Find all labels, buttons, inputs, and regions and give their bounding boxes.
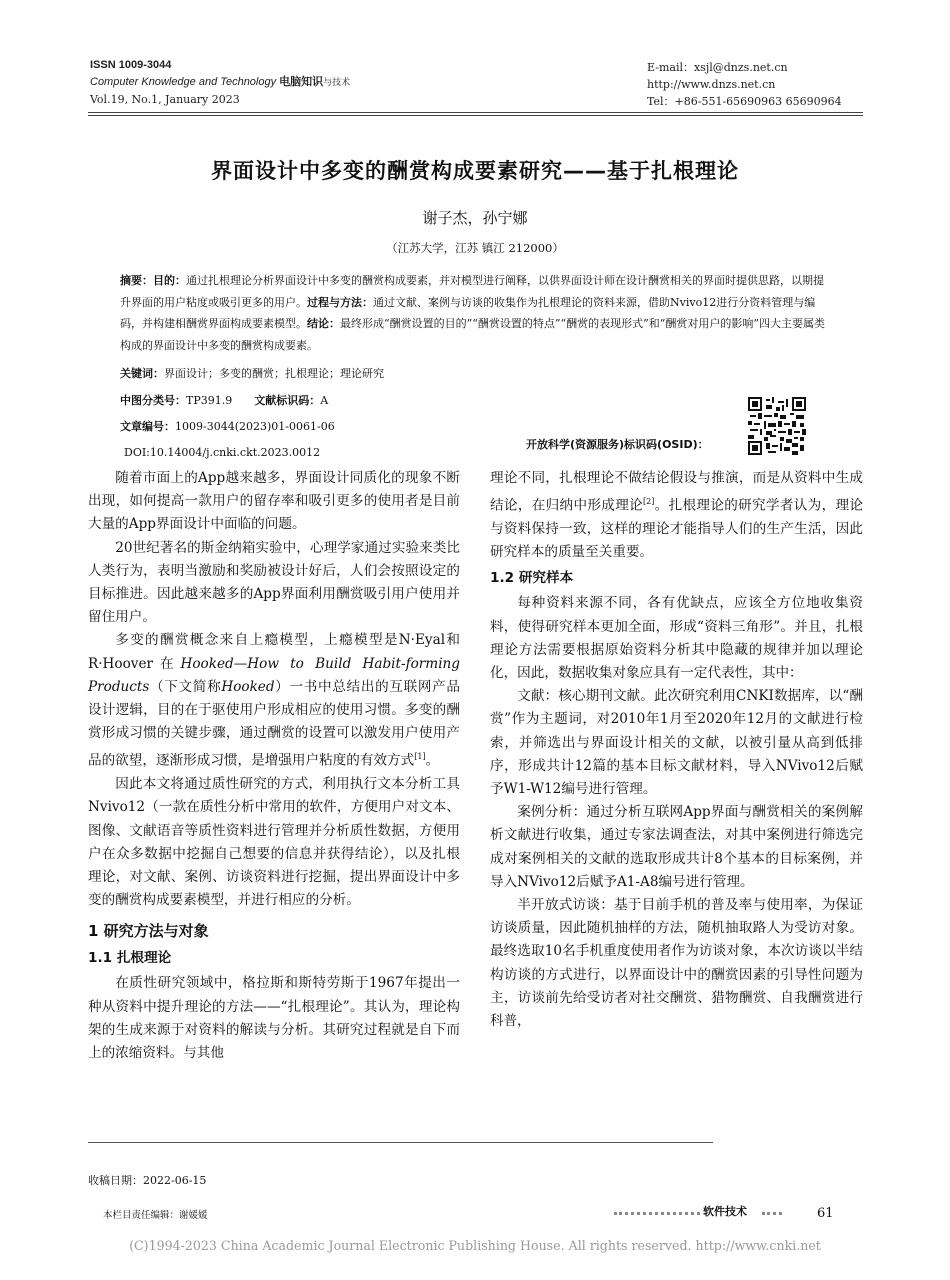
journal-email: E-mail：xsjl@dnzs.net.cn [647, 61, 788, 74]
footnote-rule [88, 1142, 713, 1143]
article-number-value: 1009-3044(2023)01-0061-06 [175, 420, 335, 433]
citation: [2] [643, 497, 655, 507]
subsection-heading: 1.2 研究样本 [490, 570, 574, 587]
keywords-label: 关键词： [120, 367, 164, 380]
keywords-text: 界面设计；多变的酬赏；扎根理论；理论研究 [164, 367, 384, 380]
section-name: 软件技术 [703, 1205, 747, 1218]
abstract-conclusion-label: 结论： [307, 317, 340, 330]
qr-code-icon [748, 397, 806, 455]
paragraph-text: 理论不同，扎根理论不做结论假设与推演，而是从资料中生成结论，在归纳中形成理论 [490, 470, 863, 514]
clc-label: 中图分类号： [120, 394, 186, 407]
journal-website: http://www.dnzs.net.cn [647, 78, 776, 91]
right-column [490, 467, 863, 1033]
copyright: (C)1994-2023 China Academic Journal Electronic Publishing House. All rights reserved. http://www.cnki.net [129, 1238, 821, 1253]
doc-code-value: A [320, 394, 329, 407]
footer-dots-left [614, 1212, 700, 1215]
page-number: 61 [817, 1206, 834, 1221]
subsection-heading: 1.1 扎根理论 [88, 950, 172, 967]
classification [120, 390, 825, 412]
article-number-label: 文章编号： [120, 420, 175, 433]
paragraph: 随着市面上的App越来越多，界面设计同质化的现象不断出现，如何提高一款用户的留存率和吸引更多的使用者是目前大量的App界面设计中面临的问题。 [88, 470, 460, 533]
article-number [120, 416, 825, 438]
section-heading: 1 研究方法与对象 [88, 922, 209, 941]
doc-code-label: 文献标识码： [254, 394, 321, 407]
paragraph: 文献：核心期刊文献。此次研究利用CNKI数据库，以“酬赏”作为主题词，对2010年1月至2020年12月的文献进行检索，并筛选出与界面设计相关的文献，以被引量从高到低排序，形成共计12篇的基本目标文献材料，导入NVivo12后赋予W1-W12编号进行管理。 [490, 688, 863, 797]
paragraph-text: ）一书中总结出的互联网产品设计逻辑，目的在于驱使用户形成相应的使用习惯。多变的酬赏形成习惯的关键步骤，通过酬赏的设置可以激发用户使用产品的欲望，逐渐形成习惯，是增强用户粘度的有效方式 [88, 678, 461, 769]
article-authors: 谢子杰，孙宁娜 [422, 209, 528, 227]
journal-tel: Tel：+86-551-65690963 65690964 [647, 95, 842, 108]
paragraph: 每种资料来源不同，各有优缺点，应该全方位地收集资料，使得研究样本更加全面，形成“资料三角形”。并且，扎根理论方法需要根据原始资料分析其中隐藏的规律并加以理论化，因此，数据收集对象应具有一定代表性，其中： [490, 595, 863, 681]
header-rule-2 [88, 115, 863, 116]
osid-label: 开放科学(资源服务)标识码(OSID)： [526, 438, 709, 451]
paragraph [490, 467, 863, 564]
abstract-method-text: 通过文献、案例与访谈的收集作为扎根理论的资料来源，借助Nvivo12进行分资料管理与编码，并构建相酬赏界面构成要素模型。 [120, 295, 816, 330]
journal-header-left [90, 57, 350, 108]
paragraph-text: 。扎根理论的研究学者认为，理论与资料保持一致，这样的理论才能指导人们的生产生活，因此研究样本的质量至关重要。 [490, 497, 864, 561]
abstract-objective-text: 通过扎根理论分析界面设计中多变的酬赏构成要素，并对模型进行阐释，以供界面设计师在设计酬赏相关的界面时提供思路，以期提升界面的用户粘度或吸引更多的用户。 [120, 274, 824, 309]
abstract-method-label: 过程与方法： [307, 295, 373, 309]
journal-name-cn-suffix: 与技术 [323, 77, 351, 87]
doi: DOI:10.14004/j.cnki.ckt.2023.0012 [124, 446, 321, 459]
abstract [120, 270, 825, 356]
paragraph: 半开放式访谈：基于目前手机的普及率与使用率，为保证访谈质量，因此随机抽样的方法，随机抽取路人为受访对象。最终选取10名手机重度使用者作为访谈对象，本次访谈以半结构访谈的方式进行，以界面设计中的酬赏因素的引导性问题为主，访谈前先给受访者对社交酬赏、猎物酬赏、自我酬赏进行科普， [490, 896, 863, 1029]
clc-value: TP391.9 [186, 394, 233, 407]
footer-dots-right [762, 1212, 782, 1215]
book-short-title: Hooked [221, 678, 275, 695]
received-date: 收稿日期：2022-06-15 [88, 1174, 207, 1187]
left-column [88, 467, 460, 1065]
journal-header-right [647, 59, 842, 110]
paragraph: 因此本文将通过质性研究的方式，利用执行文本分析工具Nvivo12（一款在质性分析中常用的软件，方便用户对文本、图像、文献语音等质性资料进行管理并分析质性数据，方便用户在众多数据中挖掘自己想要的信息并获得结论），以及扎根理论，对文献、案例、访谈资料进行挖掘，提出界面设计中多变的酬赏构成要素模型，并进行相应的分析。 [88, 776, 460, 909]
abstract-conclusion-text: 最终形成“酬赏设置的目的”“酬赏设置的特点”“酬赏的表现形式”和“酬赏对用户的影响”四大主要属类构成的界面设计中多变的酬赏构成要素。 [120, 317, 825, 352]
journal-name-cn: 电脑知识 [279, 76, 324, 88]
paragraph-text: 。 [425, 752, 440, 769]
paragraph: 20世纪著名的斯金纳箱实验中，心理学家通过实验来类比人类行为，表明当激励和奖励被设计好后，人们会按照设定的目标推进。因此越来越多的App界面利用酬赏吸引用户使用并留住用户。 [88, 539, 460, 626]
journal-name-en: Computer Knowledge and Technology [90, 76, 277, 88]
volume-info: Vol.19, No.1, January 2023 [90, 93, 240, 106]
book-title: Hooked—How to Build Habit-forming Products [88, 655, 460, 695]
paragraph-text: （下文简称 [149, 678, 222, 695]
header-rule [88, 112, 863, 113]
keywords [120, 363, 825, 385]
paragraph: 在质性研究领域中，格拉斯和斯特劳斯于1967年提出一种从资料中提升理论的方法——“扎根理论”。其认为，理论构架的生成来源于对资料的解读与分析。其研究过程就是自下而上的浓缩资料。与其他 [88, 975, 460, 1061]
editor: 本栏目责任编辑：谢媛媛 [103, 1210, 208, 1221]
citation: [1] [414, 752, 426, 762]
abstract-label: 摘要： [120, 274, 153, 287]
paragraph [88, 629, 460, 773]
paragraph: 案例分析：通过分析互联网App界面与酬赏相关的案例解析文献进行收集，通过专家法调查法，对其中案例进行筛选完成对案例相关的文献的选取形成共计8个基本的目标案例，并导入NVivo12后赋予A1-A8编号进行管理。 [490, 804, 863, 890]
abstract-objective-label: 目的： [153, 274, 186, 287]
article-title: 界面设计中多变的酬赏构成要素研究——基于扎根理论 [211, 159, 739, 183]
article-affiliation: （江苏大学，江苏 镇江 212000） [386, 241, 564, 255]
paragraph-text: 多变的酬赏概念来自上瘾模型，上瘾模型是N·Eyal和R·Hoover在 [88, 632, 460, 672]
issn: ISSN 1009-3044 [90, 59, 172, 71]
